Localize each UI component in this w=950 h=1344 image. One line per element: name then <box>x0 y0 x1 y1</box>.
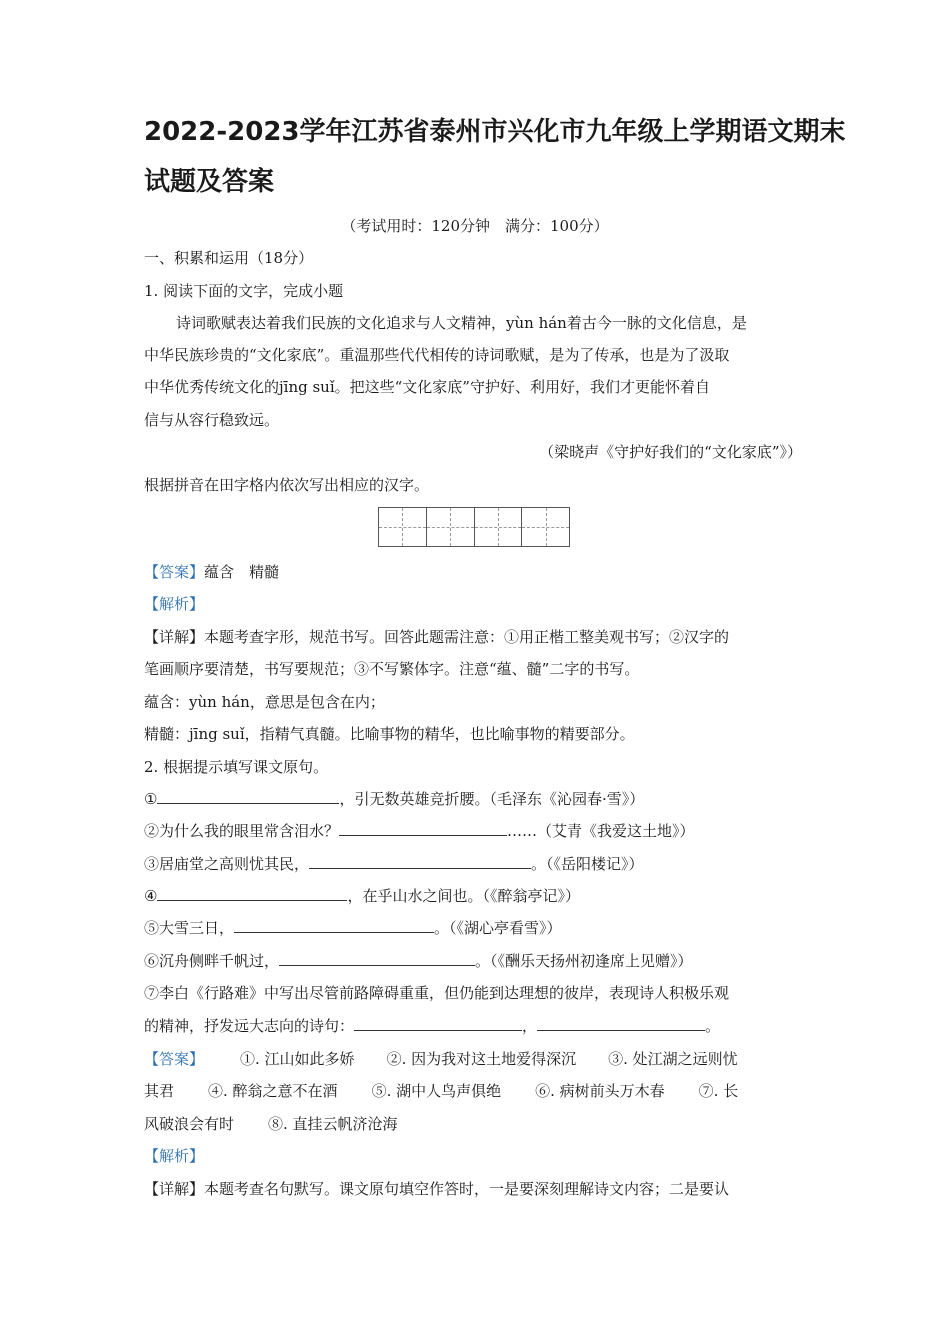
q1-stem: 1. 阅读下面的文字，完成小题 <box>144 282 344 300</box>
fill-blank[interactable] <box>354 1016 522 1031</box>
answer-item: ④. 醉翁之意不在酒 <box>208 1082 338 1100</box>
item-suffix: ……（艾青《我爱这土地》） <box>507 822 695 840</box>
q2-item-6 <box>144 951 693 971</box>
item-suffix: 。 <box>705 1017 721 1035</box>
detail-tag: 【详解】 <box>144 628 205 646</box>
answer-text: 蕴含 精髓 <box>204 563 280 581</box>
q2-answer-line2 <box>144 1081 738 1101</box>
item-prefix: ②为什么我的眼里常含泪水？ <box>144 822 340 840</box>
fill-blank[interactable] <box>234 918 434 933</box>
detail-text: 本题考查字形，规范书写。回答此题需注意：①用正楷工整美观书写；②汉字的 <box>204 628 730 646</box>
q1-passage-line: 中华民族珍贵的“文化家底”。重温那些代代相传的诗词歌赋，是为了传承，也是为了汲取 <box>144 346 730 364</box>
answer-item: 其君 <box>144 1082 175 1100</box>
item-prefix: 的精神，抒发远大志向的诗句： <box>144 1017 355 1035</box>
q2-item-7-line2 <box>144 1016 720 1036</box>
answer-item: ①. 江山如此多娇 <box>240 1050 355 1068</box>
tianzige-cell[interactable] <box>522 508 569 546</box>
q2-answer-line1 <box>144 1049 738 1069</box>
item-prefix: ③居庙堂之高则忧其民， <box>144 855 310 873</box>
q2-analysis-tag: 【解析】 <box>144 1147 205 1165</box>
tianzige-cell[interactable] <box>427 508 475 546</box>
item-suffix: ，在乎山水之间也。（《醉翁亭记》） <box>347 887 580 905</box>
q2-item-4 <box>144 886 580 906</box>
item-suffix: 。（《湖心亭看雪》） <box>434 919 562 937</box>
q1-passage-line: 信与从容行稳致远。 <box>144 411 280 429</box>
answer-item: ③. 处江湖之远则忧 <box>608 1050 738 1068</box>
q1-note: 精髓：jīng suǐ，指精气真髓。比喻事物的精华，也比喻事物的精要部分。 <box>144 725 635 743</box>
answer-item: ⑥. 病树前头万木春 <box>535 1082 665 1100</box>
q1-analysis-tag: 【解析】 <box>144 595 205 613</box>
q1-source: （梁晓声《守护好我们的“文化家底”》） <box>539 443 802 461</box>
answer-tag: 【答案】 <box>144 563 205 581</box>
q2-detail <box>144 1179 729 1199</box>
document-title-line1: 2022-2023学年江苏省泰州市兴化市九年级上学期语文期末 <box>144 117 846 147</box>
q1-passage-line: 诗词歌赋表达着我们民族的文化追求与人文精神，yùn hán着古今一脉的文化信息，是 <box>176 314 747 332</box>
item-separator: ， <box>522 1017 538 1035</box>
q2-item-1 <box>144 789 644 809</box>
q1-note: 蕴含：yùn hán，意思是包含在内； <box>144 693 385 711</box>
fill-blank[interactable] <box>309 854 531 869</box>
tianzige-cell[interactable] <box>475 508 523 546</box>
item-suffix: 。（《岳阳楼记》） <box>531 855 644 873</box>
item-suffix: ，引无数英雄竞折腰。（毛泽东《沁园春·雪》） <box>339 790 645 808</box>
detail-tag: 【详解】 <box>144 1180 205 1198</box>
q2-item-2 <box>144 821 695 841</box>
item-suffix: 。（《酬乐天扬州初逢席上见赠》） <box>475 952 693 970</box>
answer-item: ⑦. 长 <box>698 1082 739 1100</box>
fill-blank[interactable] <box>279 951 475 966</box>
tianzige-cell[interactable] <box>379 508 427 546</box>
q1-detail <box>144 627 729 647</box>
fill-blank[interactable] <box>537 1016 705 1031</box>
q2-item-5 <box>144 918 562 938</box>
q1-passage-line: 中华优秀传统文化的jīng suǐ。把这些“文化家底”守护好、利用好，我们才更能怀着自 <box>144 378 710 396</box>
q2-answer-line3 <box>144 1114 398 1134</box>
fill-blank[interactable] <box>339 821 507 836</box>
answer-item: ⑤. 湖中人鸟声俱绝 <box>371 1082 502 1100</box>
answer-item: ⑧. 直挂云帆济沧海 <box>268 1115 398 1133</box>
detail-text: 本题考查名句默写。课文原句填空作答时，一是要深刻理解诗文内容；二是要认 <box>204 1180 730 1198</box>
tianzige-grid[interactable] <box>378 507 570 547</box>
q2-item-3 <box>144 854 644 874</box>
q1-detail-line: 笔画顺序要清楚，书写要规范；③不写繁体字。注意“蕴、髓”二字的书写。 <box>144 660 640 678</box>
q1-instruction: 根据拼音在田字格内依次写出相应的汉字。 <box>144 476 430 494</box>
q1-answer <box>144 562 279 582</box>
answer-item: 风破浪会有时 <box>144 1115 235 1133</box>
answer-item: ②. 因为我对这土地爱得深沉 <box>386 1050 577 1068</box>
item-prefix: ⑥沉舟侧畔千帆过， <box>144 952 280 970</box>
q2-stem: 2. 根据提示填写课文原句。 <box>144 758 329 776</box>
fill-blank[interactable] <box>157 886 347 901</box>
section-heading: 一、积累和运用（18分） <box>144 249 314 267</box>
fill-blank[interactable] <box>157 789 339 804</box>
exam-info: （考试用时：120分钟 满分：100分） <box>341 217 609 235</box>
answer-tag: 【答案】 <box>144 1050 205 1068</box>
document-title-line2: 试题及答案 <box>144 167 275 197</box>
item-prefix: ⑤大雪三日， <box>144 919 235 937</box>
q2-item-7-line1: ⑦李白《行路难》中写出尽管前路障碍重重，但仍能到达理想的彼岸，表现诗人积极乐观 <box>144 984 730 1002</box>
item-prefix: ① <box>144 790 158 808</box>
item-prefix: ④ <box>144 887 158 905</box>
